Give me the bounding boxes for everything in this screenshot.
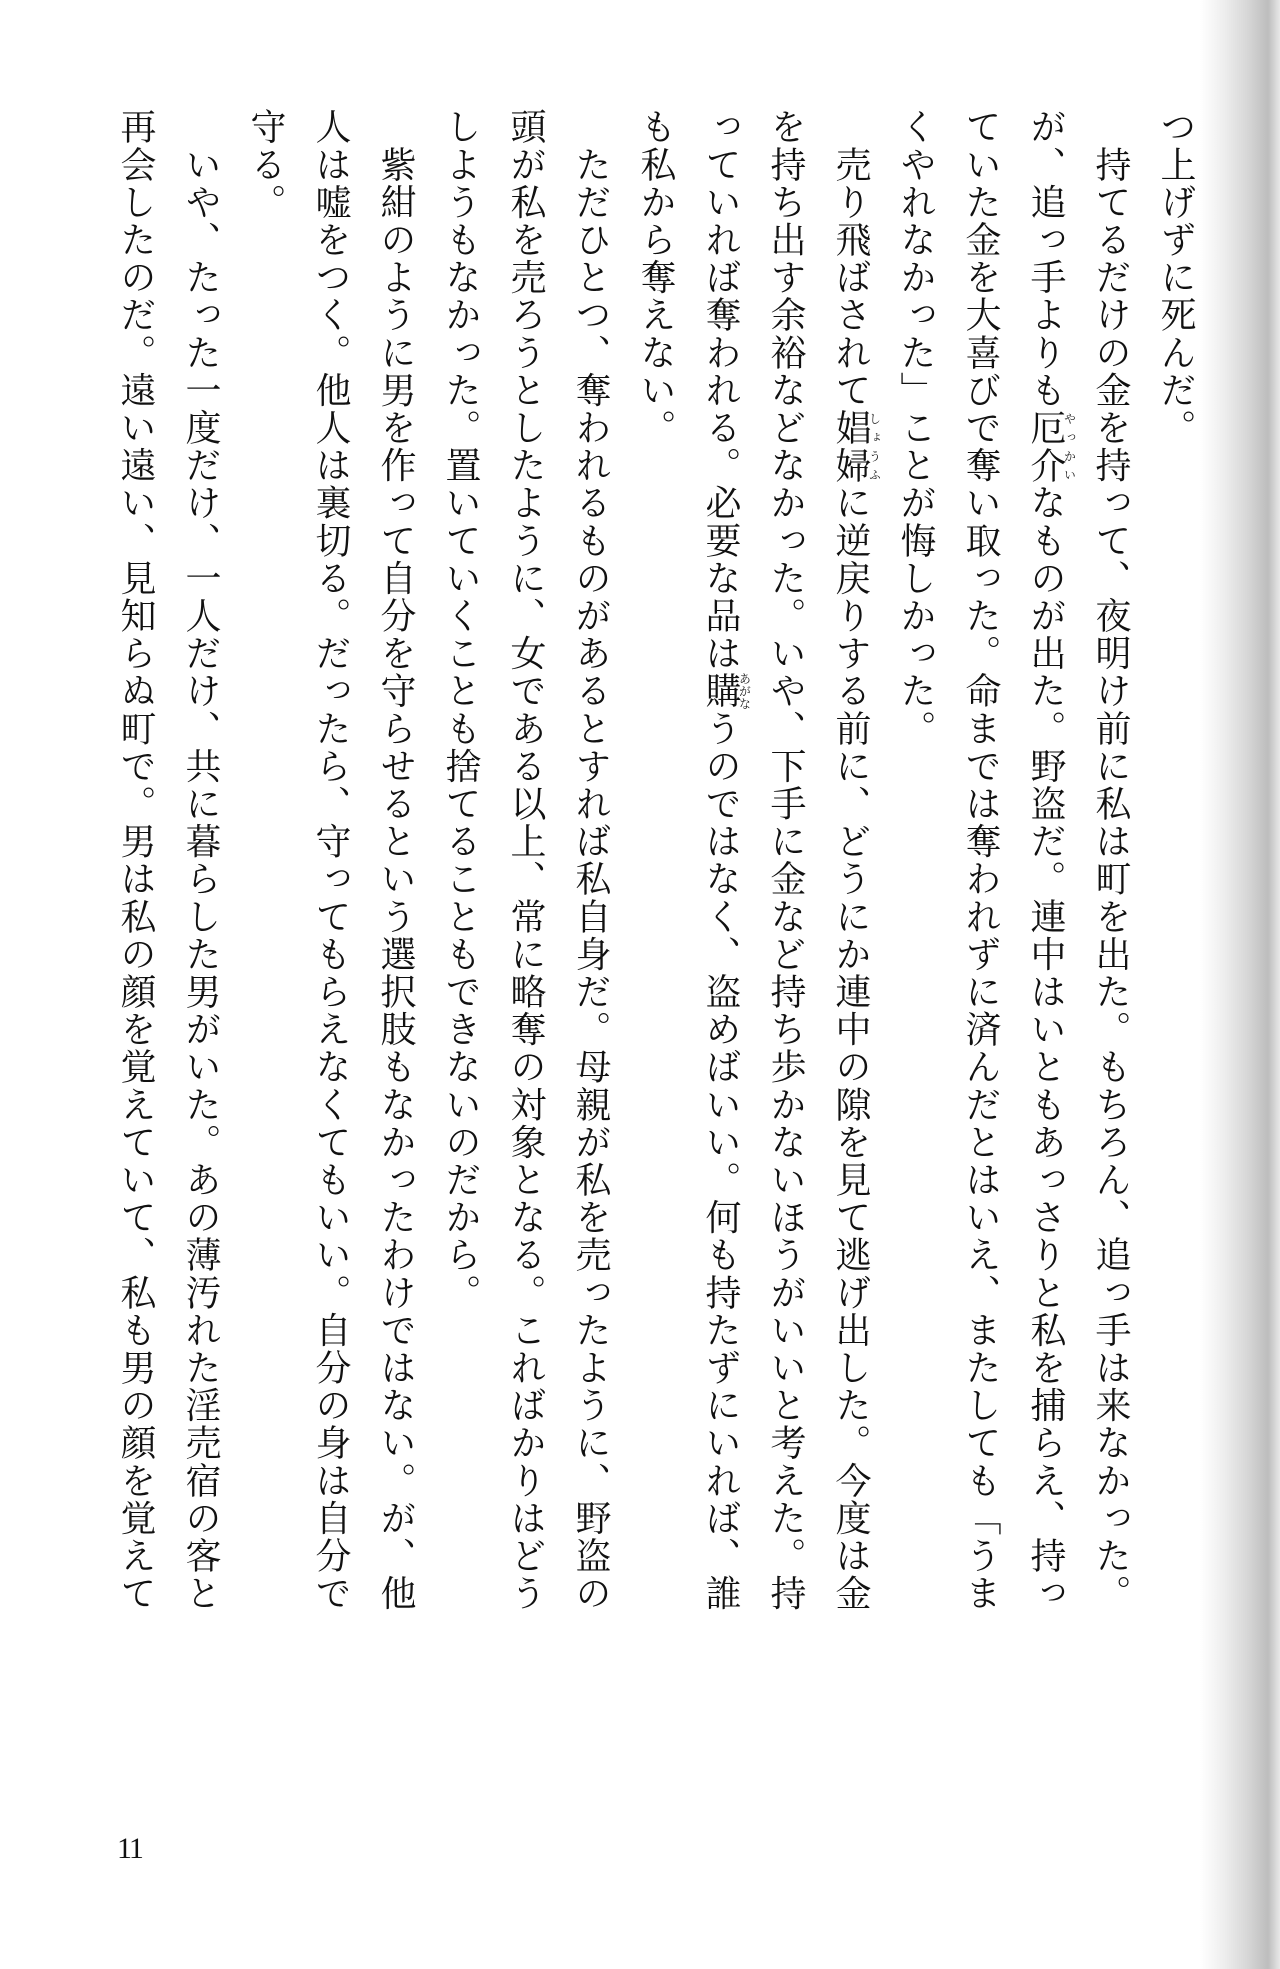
text-line <box>298 108 363 1612</box>
text-segment: なものが出た。野盗だ。連中はいともあっさりと私を捕らえ、持っ <box>1025 484 1066 1613</box>
ruby-base: 娼婦 <box>830 408 871 485</box>
text-segment: いや、たった一度だけ、一人だけ、共に暮らした男がいた。あの薄汚れた淫売宿の客と <box>180 108 221 1612</box>
furigana: やっかい <box>1062 408 1077 484</box>
text-line <box>363 108 428 1612</box>
text-line <box>883 108 948 1608</box>
text-line <box>168 108 233 1612</box>
furigana: しょうふ <box>867 408 882 484</box>
text-segment: ていた金を大喜びで奪い取った。命までは奪われずに済んだとはいえ、またしても「うま <box>960 108 1001 1612</box>
text-segment: うのではなく、盗めばいい。何も持たずにいれば、誰 <box>700 709 741 1613</box>
text-segment: 頭が私を売ろうとしたように、女である以上、常に略奪の対象となる。こればかりはどう <box>505 108 546 1612</box>
text-line <box>558 108 623 1612</box>
text-line <box>818 108 883 1613</box>
text-line <box>1143 108 1208 1608</box>
text-segment: 再会したのだ。遠い遠い、見知らぬ町で。男は私の顔を覚えていて、私も男の顔を覚えて <box>115 108 156 1612</box>
text-segment: ただひとつ、奪われるものがあるとすれば私自身だ。母親が私を売ったように、野盗の <box>570 108 611 1612</box>
ruby-word <box>830 408 882 485</box>
text-segment: 売り飛ばされて <box>830 108 871 409</box>
ruby-word <box>1025 408 1077 485</box>
ruby-word <box>700 672 752 710</box>
text-segment: 紫紺のように男を作って自分を守らせるという選択肢もなかったわけではない。が、他 <box>375 108 416 1612</box>
page-edge-shadow <box>1200 0 1280 1969</box>
furigana: あがな <box>737 672 752 710</box>
text-segment: つ上げずに死んだ。 <box>1155 108 1196 447</box>
text-line <box>1013 108 1078 1613</box>
page-number: 11 <box>117 1832 142 1865</box>
body-text <box>103 108 1208 1613</box>
ruby-base: 購 <box>700 672 741 710</box>
text-line <box>493 108 558 1612</box>
text-line <box>1078 108 1143 1612</box>
text-segment: に逆戻りする前に、どうにか連中の隙を見て逃げ出した。今度は金 <box>830 484 871 1613</box>
text-line <box>753 108 818 1612</box>
text-segment: を持ち出す余裕などなかった。いや、下手に金など持ち歩かないほうがいいと考えた。持 <box>765 108 806 1612</box>
text-line <box>688 108 753 1613</box>
text-line <box>623 108 688 1608</box>
text-segment: が、追っ手よりも <box>1025 108 1066 409</box>
text-line <box>948 108 1013 1612</box>
text-line <box>233 108 298 1608</box>
text-segment: 持てるだけの金を持って、夜明け前に私は町を出た。もちろん、追っ手は来なかった。 <box>1090 108 1131 1612</box>
text-segment: っていれば奪われる。必要な品は <box>700 108 741 672</box>
text-segment: 人は嘘をつく。他人は裏切る。だったら、守ってもらえなくてもいい。自分の身は自分で <box>310 108 351 1612</box>
text-segment: くやれなかった」ことが悔しかった。 <box>895 108 936 748</box>
text-segment: も私から奪えない。 <box>635 108 676 447</box>
text-line <box>428 108 493 1608</box>
ruby-base: 厄介 <box>1025 408 1066 485</box>
text-line <box>103 108 168 1612</box>
text-segment: しようもなかった。置いていくことも捨てることもできないのだから。 <box>440 108 481 1312</box>
text-segment: 守る。 <box>245 108 286 221</box>
